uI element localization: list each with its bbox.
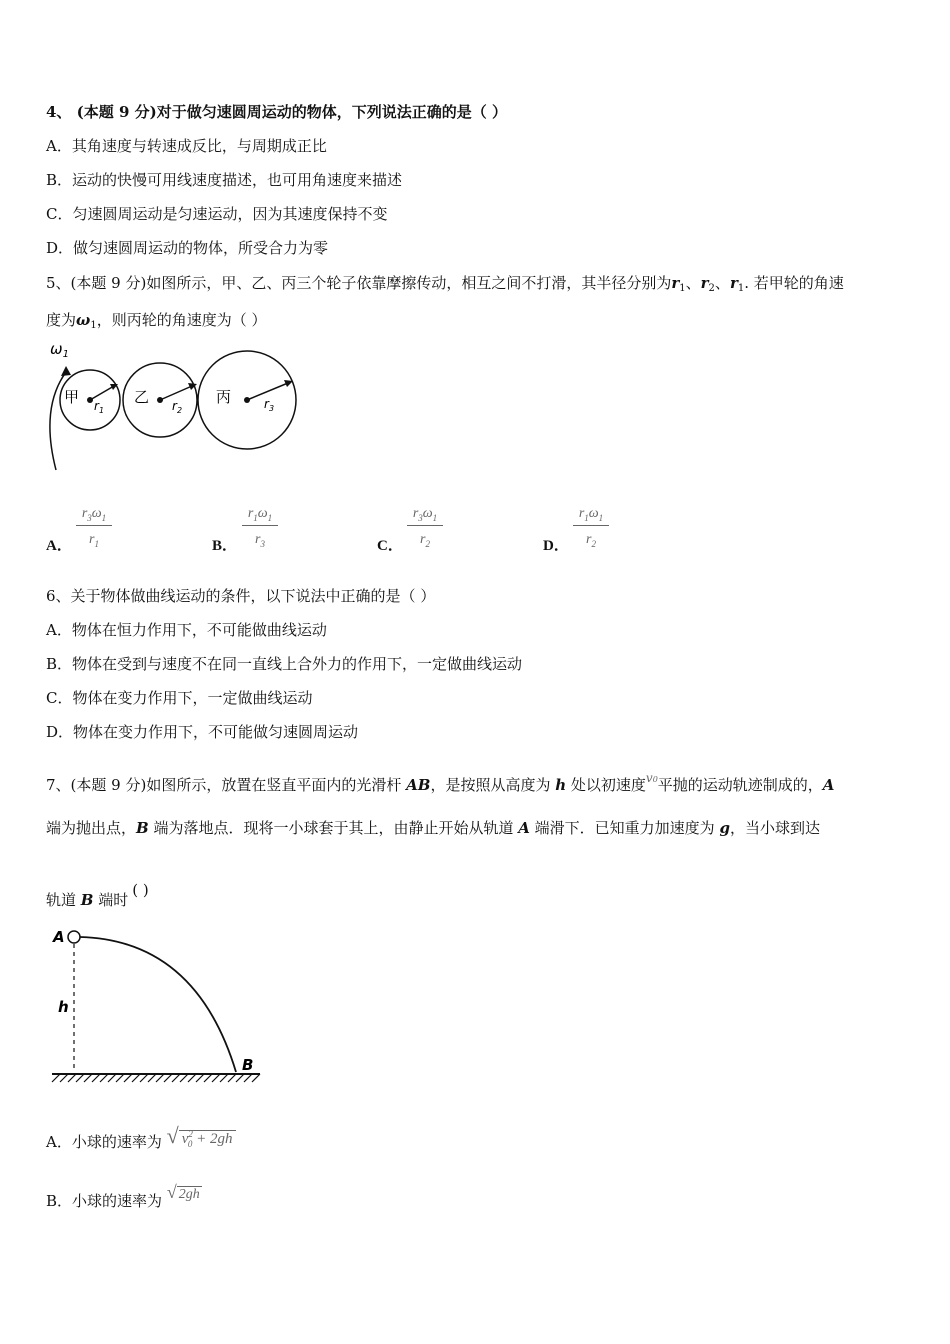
q5-option-c: C． $\frac{r_3\omega_1}{r_2}$ [377,506,477,556]
wheel-yi-label: 乙 [134,388,150,406]
label-a: A [53,928,65,946]
q5-option-a-fraction: $\frac{r_3\omega_1}{r_1}$ [76,506,112,549]
q5-option-d-fraction: $\frac{r_1\omega_1}{r_2}$ [573,506,609,549]
label-b: B [242,1056,254,1074]
label-h: h [58,998,69,1016]
q6-option-c: C．物体在变力作用下，一定做曲线运动 [46,689,313,707]
r2-label: $r_2$ [172,399,183,415]
q6-stem: 6、关于物体做曲线运动的条件，以下说法中正确的是（ ） [46,587,436,605]
q5-stem-line2: 度为$\omega_1$，则丙轮的角速度为（ ） [46,311,267,331]
q7-option-a: A．小球的速率为 √ $v^2_0 + 2gh$ [46,1124,236,1154]
q4-option-c: C．匀速圆周运动是匀速运动，因为其速度保持不变 [46,205,388,223]
q7-option-a-expr: √ $v^2_0 + 2gh$ [167,1124,236,1154]
omega-label: $\omega_1$ [50,340,69,360]
q7-option-b-expr: √ 2gh [166,1182,200,1202]
q7-stem-line3: 轨道 B 端时( ) [46,881,149,909]
q5-option-b-fraction: $\frac{r_1\omega_1}{r_3}$ [242,506,278,549]
q5-option-c-fraction: $\frac{r_3\omega_1}{r_2}$ [407,506,443,549]
r1-label: $r_1$ [94,399,105,415]
q7-stem-line2: 端为抛出点，B 端为落地点．现将一小球套于其上，由静止开始从轨道 A 端滑下．已知重力加速度为 g，当小球到达 [46,819,820,837]
q4-stem: 4、 (本题 9 分)对于做匀速圆周运动的物体，下列说法正确的是（ ） [46,103,507,121]
q5-option-b: B． $\frac{r_1\omega_1}{r_3}$ [212,506,312,556]
q7-option-b: B．小球的速率为 √ 2gh [46,1182,200,1210]
q5-stem-line1: 5、(本题 9 分)如图所示，甲、乙、丙三个轮子依靠摩擦传动，相互之间不打滑，其半径分别为$r_1$、$r_2$、$r_1$. 若甲轮的角速 [46,274,844,294]
wheel-jia-label: 甲 [64,388,80,406]
q6-option-b: B．物体在受到与速度不在同一直线上合外力的作用下，一定做曲线运动 [46,655,523,673]
q4-option-b: B．运动的快慢可用线速度描述，也可用角速度来描述 [46,171,403,189]
v0-symbol: v0 [645,771,658,785]
wheel-bing-label: 丙 [216,388,232,406]
q6-option-a: A．物体在恒力作用下，不可能做曲线运动 [46,621,327,639]
q7-trajectory-figure [46,922,266,1090]
q6-option-d: D．物体在变力作用下，不可能做匀速圆周运动 [46,723,359,741]
q4-option-d: D．做匀速圆周运动的物体，所受合力为零 [46,239,329,257]
q7-stem-line1: 7、(本题 9 分)如图所示，放置在竖直平面内的光滑杆 AB，是按照从高度为 h 处以初速度$^{v0}$平抛的运动轨迹制成的，A [46,771,835,794]
q5-option-a: A． $\frac{r_3\omega_1}{r_1}$ [46,506,146,556]
ground-hatching [52,1074,260,1082]
ball [68,931,80,943]
q5-option-d: D． $\frac{r_1\omega_1}{r_2}$ [543,506,643,556]
trajectory-curve [80,937,236,1072]
r3-label: $r_3$ [264,397,275,413]
rotation-arrowhead [61,366,71,376]
q5-wheels-figure [40,338,310,478]
q4-option-a: A．其角速度与转速成反比，与周期成正比 [46,137,327,155]
